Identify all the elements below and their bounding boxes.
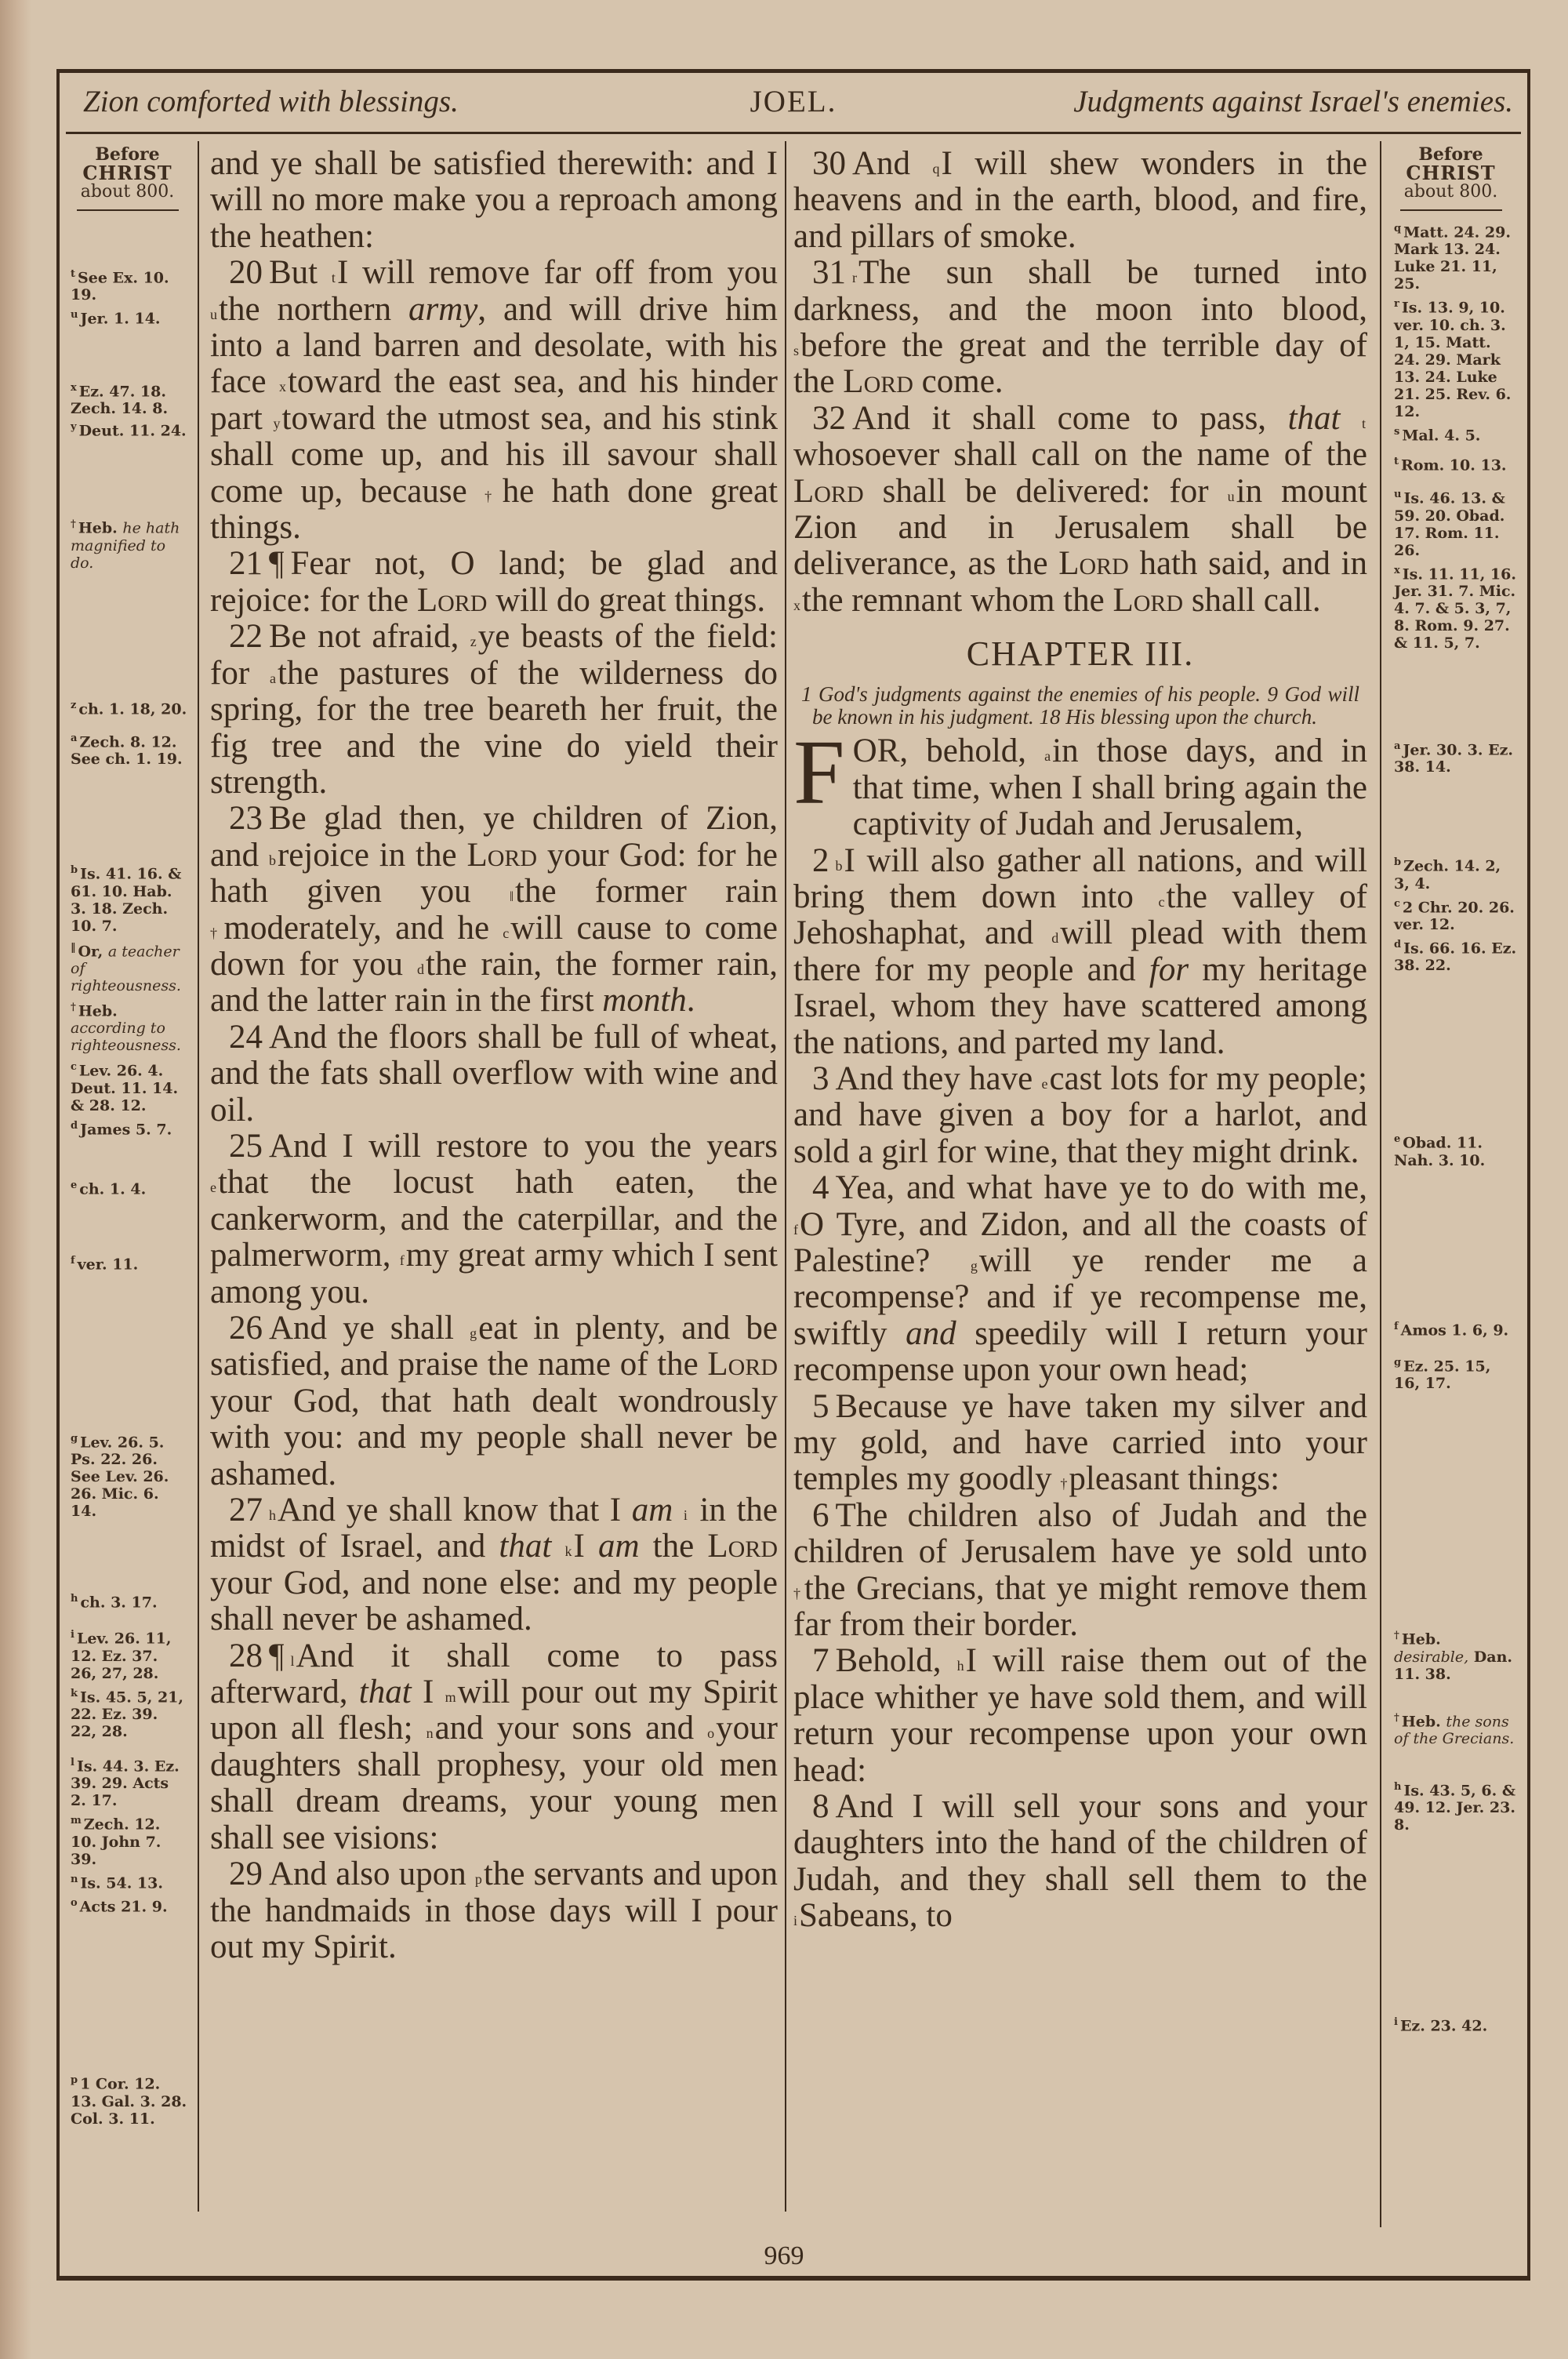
right-margin-rule: [1380, 141, 1381, 2227]
verse-31: 31 $^r$The sun shall be turned into darkness, and the moon into blood, $^s$before the great and the terrible day of the Lord come.: [793, 254, 1367, 401]
chapter-heading: CHAPTER III.: [966, 634, 1195, 674]
margin-note: $^s$ Mal. 4. 5.: [1394, 425, 1481, 444]
margin-note: $^g$ Lev. 26. 5. Ps. 22. 26. See Lev. 26. 26. Mic. 6. 14.: [71, 1432, 169, 1520]
reference-mark: p: [474, 1871, 482, 1888]
margin-note: $^u$ Is. 46. 13. & 59. 20. Obad. 17. Rom. 11. 26.: [1394, 489, 1505, 559]
reference-mark: s: [793, 343, 800, 359]
margin-note: $^h$ ch. 3. 17.: [71, 1592, 158, 1612]
margin-note: $^c$ 2 Chr. 20. 26. ver. 12.: [1394, 897, 1515, 933]
margin-note: $^i$ Ez. 23. 42.: [1394, 2016, 1488, 2035]
date-before: Before: [1418, 144, 1483, 165]
verse-21: 21 ¶ Fear not, O land; be glad and rejoice: for the Lord will do great things.: [210, 545, 778, 619]
verse-number: 7: [812, 1642, 829, 1680]
date-christ: CHRIST: [1406, 162, 1496, 184]
verse-number: 28: [229, 1637, 263, 1674]
pilcrow-icon: ¶: [269, 1637, 285, 1674]
margin-note: † Heb. according to righteousness.: [71, 1001, 181, 1055]
margin-note: $^d$ Is. 66. 16. Ez. 38. 22.: [1394, 938, 1517, 975]
reference-mark: x: [278, 379, 286, 395]
reference-mark: b: [835, 857, 843, 874]
verse-25: 25 And I will restore to you the years $^e$that the locust hath eaten, the cankerworm, and the caterpillar, and the palmerworm, $^f$my great army which I sent among you.: [210, 1127, 779, 1310]
verse-1: FOR, behold, $^a$in those days, and in that time, when I shall bring again the captivity of Judah and Jerusalem,: [793, 721, 1367, 843]
running-head-left: Zion comforted with blessings.: [83, 85, 459, 118]
date-about: about 800.: [80, 182, 175, 202]
reference-mark: †: [1060, 1476, 1068, 1492]
date-box-rule: [1400, 209, 1502, 211]
reference-mark: e: [210, 1180, 216, 1196]
verse-27: 27 $^h$And ye shall know that I am $^i$ in the midst of Israel, and that $^k$I am the Lord your God, and none else: and my people shall never be ashamed.: [210, 1492, 779, 1638]
margin-note: $^l$ Is. 44. 3. Ez. 39. 29. Acts 2. 17.: [71, 1756, 180, 1810]
margin-note: $^b$ Is. 41. 16. & 61. 10. Hab. 3. 18. Zech. 10. 7.: [71, 864, 182, 935]
margin-note: $^r$ Is. 13. 9, 10. ver. 10. ch. 3. 1, 15. Matt. 24. 29. Mark 13. 24. Luke 21. 25. Rev. 6. 12.: [1394, 298, 1512, 420]
drop-cap: F: [793, 721, 845, 824]
reference-mark: g: [470, 1325, 477, 1341]
margin-note: $^t$ See Ex. 10. 19.: [71, 268, 169, 304]
verse-number: 27: [229, 1492, 263, 1529]
reference-mark: d: [1051, 930, 1059, 947]
verse-28: 28 ¶ $^l$And it shall come to pass afterward, that I $^m$will pour out my Spirit upon all flesh; $^n$and your sons and $^o$your daughters shall prophesy, your old men shall dream dreams, your young men shall see visions:: [210, 1637, 778, 1856]
reference-mark: f: [399, 1252, 405, 1269]
page-number: 969: [764, 2241, 804, 2270]
verse-number: 5: [812, 1387, 829, 1425]
margin-note: $^o$ Acts 21. 9.: [71, 1896, 168, 1916]
verse-8: 8 And I will sell your sons and your daughters into the hand of the children of Judah, and they shall sell them to the $^i$Sabeans, to: [793, 1788, 1367, 1935]
reference-mark: t: [1362, 415, 1367, 431]
date-christ: CHRIST: [82, 162, 172, 184]
date-box-rule: [77, 209, 179, 211]
verse-3: 3 And they have $^e$cast lots for my people; and have given a boy for a harlot, and sold a girl for wine, that they might drink.: [793, 1060, 1367, 1170]
verse-number: 32: [812, 399, 846, 437]
text-column-left: [210, 146, 778, 1965]
reference-mark: a: [270, 670, 276, 686]
reference-mark: m: [445, 1689, 456, 1706]
reference-mark: †: [210, 925, 223, 941]
reference-mark: †: [793, 1585, 803, 1601]
verse-30: 30 And $^q$I will shew wonders in the heavens and in the earth, blood, and fire, and pillars of smoke.: [793, 145, 1367, 255]
margin-note: $^q$ Matt. 24. 29. Mark 13. 24. Luke 21. 11, 25.: [1394, 223, 1511, 293]
reference-mark: o: [707, 1725, 715, 1742]
reference-mark: †: [485, 488, 501, 504]
margin-note: $^g$ Ez. 25. 15, 16, 17.: [1394, 1356, 1491, 1393]
reference-mark: n: [426, 1725, 434, 1742]
page-gutter-edge: [0, 0, 31, 2359]
verse-23: 23 Be glad then, ye children of Zion, and $^b$rejoice in the Lord your God: for he hath given you ‖the former rain †moderately, and he $^c$will cause to come down for you $^d$the rain, the former rain, and the latter rain in the first month.: [210, 800, 778, 1020]
verse-number: 8: [812, 1788, 829, 1826]
verse-32: 32 And it shall come to pass, that $^t$ whosoever shall call on the name of the Lord shall be delivered: for $^u$in mount Zion and in Jerusalem shall be deliverance, as the Lord hath said, and in $^x$the remnant whom the Lord shall call.: [793, 399, 1367, 619]
margin-note: $^k$ Is. 45. 5, 21, 22. Ez. 39. 22, 28.: [71, 1687, 184, 1740]
center-column-rule: [785, 141, 786, 2212]
verse-number: 4: [812, 1169, 829, 1207]
verse-number: 23: [229, 800, 263, 838]
margin-note: † Heb. the sons of the Grecians.: [1394, 1711, 1515, 1747]
verse-29: 29 And also upon $^p$the servants and upon the handmaids in those days will I pour out my Spirit.: [210, 1856, 778, 1965]
reference-mark: ‖: [509, 889, 514, 905]
verse-number: 6: [812, 1496, 829, 1534]
reference-mark: z: [470, 634, 477, 650]
margin-note: $^f$ ver. 11.: [71, 1255, 139, 1274]
margin-note: $^t$ Rom. 10. 13.: [1394, 455, 1507, 474]
margin-note: $^p$ 1 Cor. 12. 13. Gal. 3. 28. Col. 3. 11.: [71, 2074, 187, 2128]
running-head-book: JOEL.: [750, 85, 837, 118]
reference-mark: g: [970, 1257, 978, 1274]
verse-number: 24: [229, 1018, 263, 1056]
verse-number: 26: [229, 1310, 263, 1347]
reference-mark: u: [1227, 488, 1235, 504]
reference-mark: h: [269, 1507, 276, 1524]
verse-24: 24 And the floors shall be full of wheat, and the fats shall overflow with wine and oil.: [210, 1018, 778, 1129]
reference-mark: x: [793, 597, 800, 613]
reference-mark: c: [1158, 893, 1165, 910]
margin-note: $^e$ Obad. 11. Nah. 3. 10.: [1394, 1133, 1486, 1169]
verse-7: 7 Behold, $^h$I will raise them out of the place whither ye have sold them, and will return your recompense upon your own head:: [793, 1642, 1367, 1789]
verse-number: 31: [812, 254, 846, 292]
reference-mark: i: [683, 1507, 688, 1524]
margin-note: $^n$ Is. 54. 13.: [71, 1873, 163, 1892]
margin-note: $^h$ Is. 43. 5, 6. & 49. 12. Jer. 23. 8.: [1394, 1780, 1515, 1834]
date-box-right: [1394, 145, 1508, 211]
running-head: [56, 77, 1530, 140]
margin-note: $^d$ James 5. 7.: [71, 1119, 172, 1138]
verse-26: 26 And ye shall $^g$eat in plenty, and be satisfied, and praise the name of the Lord your God, that hath dealt wondrously with you: and my people shall never be ashamed.: [210, 1310, 779, 1492]
margin-note: † Heb. he hath magnified to do.: [71, 518, 180, 572]
margin-note: † Heb. desirable, Dan. 11. 38.: [1394, 1630, 1513, 1683]
reference-mark: t: [331, 270, 336, 286]
verse-20: 20 But $^t$I will remove far off from you $^u$the northern army, and will drive him into a land barren and desolate, with his face $^x$toward the east sea, and his hinder part $^y$toward the utmost sea, and his stink shall come up, and his ill savour shall come up, because †he hath done great things.: [210, 254, 779, 547]
reference-mark: y: [273, 415, 281, 431]
verse-number: 25: [229, 1127, 263, 1165]
verse-number: 3: [812, 1060, 829, 1097]
verse-19-continued: and ye shall be satisfied therewith: and I will no more make you a reproach among the heathen:: [210, 145, 778, 255]
verse-number: 22: [229, 618, 263, 656]
chapter-summary: 1 God's judgments against the enemies of his people. 9 God will be known in his judgment. 18 His blessing upon the church.: [801, 682, 1359, 729]
reference-mark: h: [956, 1658, 964, 1674]
reference-mark: k: [564, 1543, 572, 1560]
margin-note: $^z$ ch. 1. 18, 20.: [71, 699, 187, 718]
left-margin-rule: [198, 141, 199, 2212]
date-before: Before: [95, 144, 160, 165]
margin-note: $^e$ ch. 1. 4.: [71, 1179, 147, 1198]
reference-mark: u: [210, 306, 217, 322]
verse-number: 29: [229, 1856, 263, 1893]
verse-5: 5 Because ye have taken my silver and my gold, and have carried into your temples my goodly †pleasant things:: [793, 1387, 1367, 1498]
date-about: about 800.: [1403, 182, 1498, 202]
verse-number: 2: [812, 841, 829, 879]
left-margin-references: [71, 145, 188, 2128]
margin-note: $^c$ Lev. 26. 4. Deut. 11. 14. & 28. 12.: [71, 1061, 179, 1114]
verse-2: 2 $^b$I will also gather all nations, and will bring them down into $^c$the valley of Jehoshaphat, and $^d$will plead with them there for my people and for my heritage Israel, whom they have scattered among the nations, and parted my land.: [793, 841, 1367, 1061]
margin-note: $^a$ Zech. 8. 12. See ch. 1. 19.: [71, 732, 183, 769]
verse-number: 21: [229, 545, 263, 583]
date-box-left: [71, 145, 184, 211]
reference-mark: c: [503, 925, 510, 941]
margin-note: $^x$ Ez. 47. 18. Zech. 14. 8.: [71, 381, 169, 417]
reference-mark: q: [932, 161, 940, 176]
reference-mark: a: [1044, 748, 1051, 765]
margin-note: $^u$ Jer. 1. 14.: [71, 309, 161, 328]
margin-note: $^f$ Amos 1. 6, 9.: [1394, 1320, 1509, 1339]
reference-mark: i: [793, 1913, 798, 1929]
text-column-right: [793, 146, 1367, 1935]
verse-number: 20: [229, 254, 263, 292]
verse-number: 30: [812, 145, 846, 182]
margin-note: $^x$ Is. 11. 11, 16. Jer. 31. 7. Mic. 4. 7. & 5. 3, 7, 8. Rom. 9. 27. & 11. 5, 7.: [1394, 564, 1516, 652]
running-head-right: Judgments against Israel's enemies.: [1073, 85, 1513, 118]
margin-note: ‖ Or, a teacher of righteousness.: [71, 941, 181, 994]
reference-mark: b: [268, 852, 276, 868]
margin-note: $^b$ Zech. 14. 2, 3, 4.: [1394, 856, 1501, 892]
reference-mark: e: [1041, 1075, 1048, 1092]
header-rule: [66, 132, 1521, 134]
pilcrow-icon: ¶: [269, 545, 285, 583]
verse-22: 22 Be not afraid, $^z$ye beasts of the field: for $^a$the pastures of the wilderness do spring, for the tree beareth her fruit, the fig tree and the vine do yield their strength.: [210, 618, 778, 801]
margin-note: $^m$ Zech. 12. 10. John 7. 39.: [71, 1815, 162, 1868]
reference-mark: f: [793, 1221, 798, 1238]
verse-4: 4 Yea, and what have ye to do with me, $^f$O Tyre, and Zidon, and all the coasts of Palestine? $^g$will ye render me a recompense? and if ye recompense me, swiftly and speedily will I return your recompense upon your own head;: [793, 1169, 1367, 1389]
reference-mark: r: [852, 270, 857, 286]
margin-note: $^a$ Jer. 30. 3. Ez. 38. 14.: [1394, 740, 1514, 776]
right-margin-references: [1394, 145, 1519, 2035]
reference-mark: d: [417, 961, 424, 977]
margin-note: $^y$ Deut. 11. 24.: [71, 420, 187, 440]
reference-mark: l: [290, 1652, 295, 1669]
verse-6: 6 The children also of Judah and the children of Jerusalem have ye sold unto †the Grecians, that ye might remove them far from their border.: [793, 1496, 1367, 1644]
margin-note: $^i$ Lev. 26. 11, 12. Ez. 37. 26, 27, 28.: [71, 1629, 172, 1682]
